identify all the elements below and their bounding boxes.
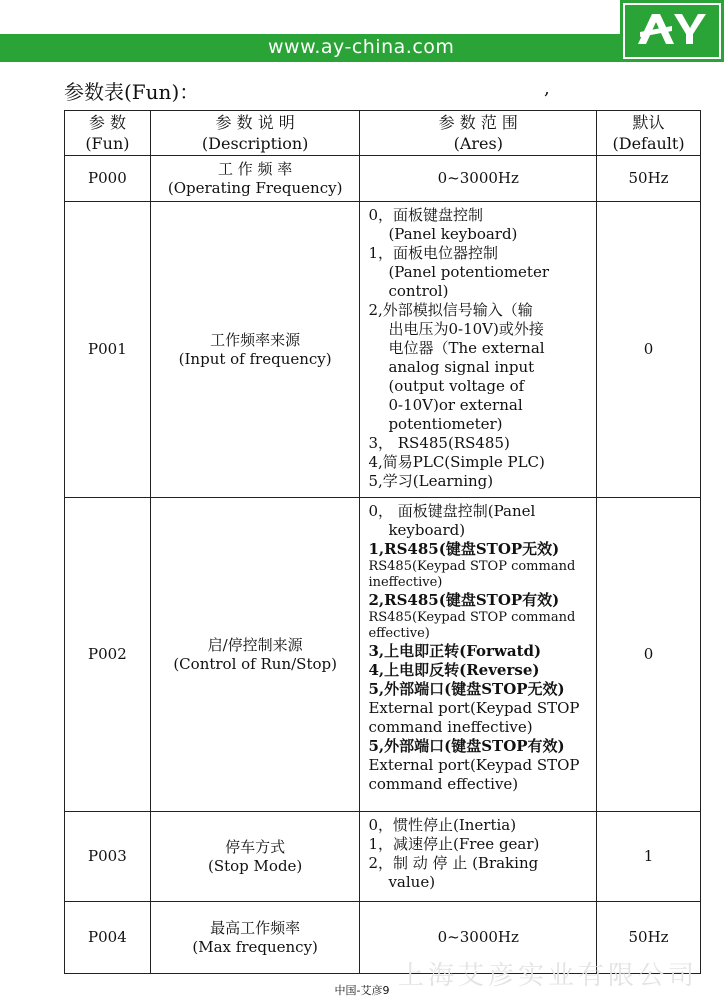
header-description: 参 数 说 明 (Description) [150, 111, 360, 156]
param-code: P002 [65, 498, 151, 812]
website-url[interactable]: www.ay-china.com [268, 36, 455, 58]
param-code: P001 [65, 202, 151, 498]
ay-logo [620, 0, 724, 62]
param-default: 50Hz [597, 902, 701, 974]
param-range: 0，惯性停止(Inertia) 1，减速停止(Free gear) 2，制 动 停 止 (Braking value) [360, 812, 597, 902]
table-row [65, 498, 701, 812]
table-header-row [65, 111, 701, 156]
param-default: 0 [597, 498, 701, 812]
param-range: 0， 面板键盘控制(Panel keyboard) 1,RS485(键盘STOP无效) RS485(Keypad STOP command ineffective) 2,RS485(键盘STOP有效) RS485(Keypad STOP command effective) 3,上电即正转(Forwatd) 4,上电即反转(Reverse) 5,外部端口(键盘STOP无效) External port(Keypad STOP command ineffective) 5,外部端口(键盘STOP有效) External port(Keypad STOP command effective) [360, 498, 597, 812]
param-desc: 工 作 频 率 (Operating Frequency) [150, 156, 360, 202]
param-desc: 工作频率来源 (Input of frequency) [150, 202, 360, 498]
param-default: 50Hz [597, 156, 701, 202]
parameter-table [64, 110, 701, 974]
param-code: P004 [65, 902, 151, 974]
page-footer: 中国-艾彦9 [334, 984, 390, 997]
param-desc: 启/停控制来源 (Control of Run/Stop) [150, 498, 360, 812]
header-default: 默认 (Default) [597, 111, 701, 156]
table-row [65, 812, 701, 902]
param-code: P003 [65, 812, 151, 902]
company-watermark: 上海艾彦实业有限公司 [398, 961, 699, 991]
header-ares: 参 数 范 围 (Ares) [360, 111, 597, 156]
page-title: 参数表(Fun)： [64, 80, 200, 104]
table-row [65, 202, 701, 498]
param-range: 0~3000Hz [360, 902, 597, 974]
param-desc: 停车方式 (Stop Mode) [150, 812, 360, 902]
param-range: 0，面板键盘控制 (Panel keyboard) 1，面板电位器控制 (Panel potentiometer control) 2,外部模拟信号输入（输 出电压为0-10V)或外接 电位器（The external analog signal input (output voltage of 0-10V)or external potentiometer) 3， RS485(RS485) 4,简易PLC(Simple PLC) 5,学习(Learning) [360, 202, 597, 498]
param-desc: 最高工作频率 (Max frequency) [150, 902, 360, 974]
param-range: 0~3000Hz [360, 156, 597, 202]
param-default: 0 [597, 202, 701, 498]
stray-comma: , [544, 78, 550, 99]
param-default: 1 [597, 812, 701, 902]
param-code: P000 [65, 156, 151, 202]
ay-logo-icon [620, 0, 724, 62]
header-fun: 参 数 (Fun) [65, 111, 151, 156]
top-banner [0, 0, 724, 62]
table-row [65, 156, 701, 202]
